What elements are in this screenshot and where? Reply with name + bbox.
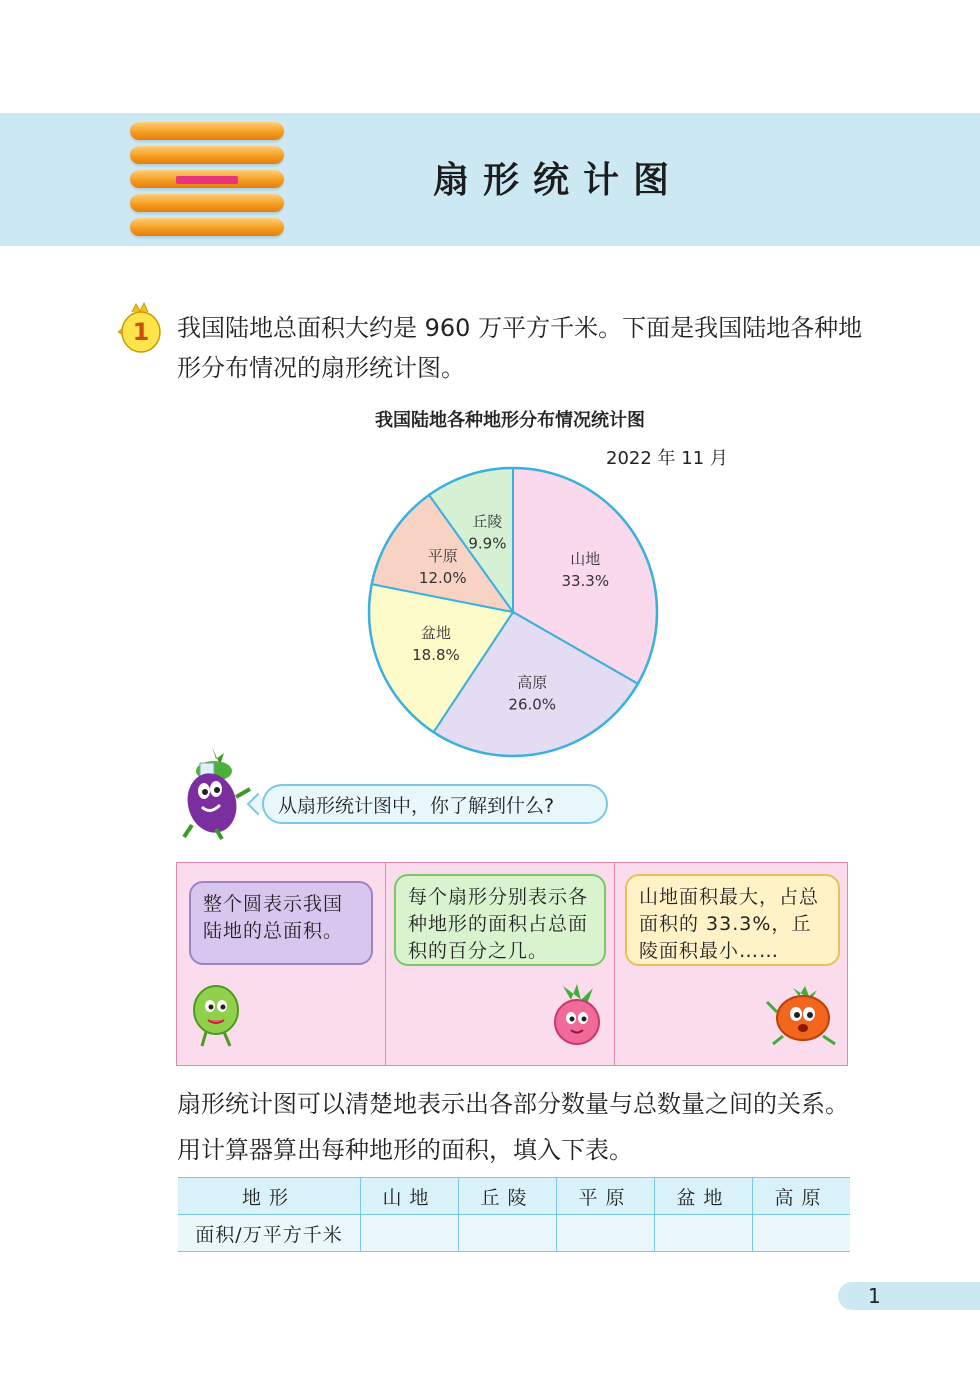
pie-slice-percent: 9.9% — [468, 534, 507, 553]
table-answer-cell[interactable] — [655, 1215, 753, 1252]
table-answer-cell[interactable] — [361, 1215, 459, 1252]
pie-slice-percent: 33.3% — [561, 572, 610, 591]
pie-chart — [360, 460, 670, 770]
pie-slice-name: 丘陵 — [472, 512, 503, 531]
pie-slice-percent: 18.8% — [412, 646, 460, 665]
speech-bubble-3: 山地面积最大，占总面积的 33.3%，丘陵面积最小…… — [625, 874, 840, 966]
table-header-cell: 盆地 — [655, 1178, 753, 1215]
table-answer-cell[interactable] — [459, 1215, 557, 1252]
pie-slice-name: 山地 — [570, 550, 601, 569]
table-row-label: 面积/万平方千米 — [178, 1215, 361, 1252]
question-number: 1 — [132, 318, 150, 346]
chapter-number-emblem — [130, 122, 286, 240]
table-header-cell: 平原 — [557, 1178, 655, 1215]
question-text: 我国陆地总面积大约是 960 万平方千米。下面是我国陆地各种地形分布情况的扇形统计图。 — [177, 314, 863, 382]
table-row — [178, 1215, 850, 1252]
eggplant-character-illustration — [172, 745, 252, 845]
terrain-area-table — [178, 1177, 850, 1252]
pie-slice-name: 高原 — [517, 673, 548, 692]
page-number: 1 — [868, 1284, 881, 1308]
speech-bubble-1: 整个圆表示我国陆地的总面积。 — [189, 881, 373, 965]
table-header-row — [178, 1178, 850, 1215]
chapter-numeral — [176, 176, 238, 184]
table-header-cell: 丘陵 — [459, 1178, 557, 1215]
pie-slice-name: 平原 — [427, 546, 458, 565]
table-header-cell: 地形 — [178, 1178, 361, 1215]
pie-slice-name: 盆地 — [420, 624, 451, 643]
chapter-title: 扇形统计图 — [433, 160, 684, 201]
instruction-text: 用计算器算出每种地形的面积，填入下表。 — [177, 1136, 633, 1164]
pepper-character-illustration — [186, 978, 252, 1050]
table-header-cell: 高原 — [753, 1178, 851, 1215]
table-header-cell: 山地 — [361, 1178, 459, 1215]
panel-divider — [385, 863, 386, 1065]
prompt-speech-bubble: 从扇形统计图中，你了解到什么? — [262, 784, 608, 824]
panel-divider — [614, 863, 615, 1065]
speech-bubble-2: 每个扇形分别表示各种地形的面积占总面积的百分之几。 — [394, 874, 606, 966]
table-answer-cell[interactable] — [753, 1215, 851, 1252]
pie-slice-percent: 26.0% — [508, 695, 557, 714]
pie-slice-percent: 12.0% — [418, 568, 467, 587]
radish-character-illustration — [545, 982, 611, 1050]
chart-date: 2022 年 11 月 — [606, 448, 728, 469]
page-number-tab — [838, 1282, 980, 1310]
explanation-text: 扇形统计图可以清楚地表示出各部分数量与总数量之间的关系。 — [177, 1090, 849, 1118]
chart-title: 我国陆地各种地形分布情况统计图 — [375, 410, 645, 431]
tomato-character-illustration — [763, 982, 845, 1048]
question-number-badge — [118, 302, 164, 354]
table-answer-cell[interactable] — [557, 1215, 655, 1252]
